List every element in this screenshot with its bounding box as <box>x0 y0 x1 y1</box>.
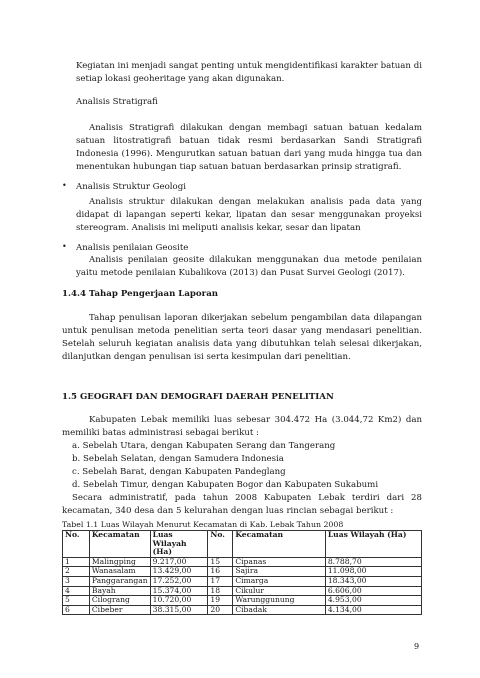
cell: 5 <box>63 596 90 606</box>
cell: Bayah <box>89 586 150 596</box>
cell: 4.134,00 <box>325 605 421 615</box>
struktur-heading: Analisis Struktur Geologi <box>76 182 186 192</box>
intro-line-1: Kegiatan ini menjadi sangat penting untuk mengidentifikasi karakter batuan di <box>76 61 422 71</box>
geosite-line-1: Analisis penilaian geosite dilakukan menggunakan dua metode penilaian <box>89 255 422 265</box>
table-row <box>63 576 422 586</box>
cell: 17.252,00 <box>150 576 208 586</box>
section-1-5-para-line-2: memiliki batas administrasi sebagai berikut : <box>62 428 259 438</box>
stratigrafi-heading: Analisis Stratigrafi <box>76 97 158 107</box>
table-caption: Tabel 1.1 Luas Wilayah Menurut Kecamatan di Kab. Lebak Tahun 2008 <box>62 520 344 529</box>
header-no: No. <box>63 531 90 558</box>
cell: 15 <box>208 557 233 567</box>
cell: 9.217,00 <box>150 557 208 567</box>
cell: 6.606,00 <box>325 586 421 596</box>
cell: Malingping <box>89 557 150 567</box>
section-1-5-para-line-1: Kabupaten Lebak memiliki luas sebesar 304.472 Ha (3.044,72 Km2) dan <box>89 415 422 425</box>
cell: 19 <box>208 596 233 606</box>
cell: Wanasalam <box>89 567 150 577</box>
cell: Cikulur <box>233 586 326 596</box>
admin-line-2: kecamatan, 340 desa dan 5 kelurahan dengan luas rincian sebagai berikut : <box>62 506 394 516</box>
stratigrafi-line-3: Indonesia (1996). Mengurutkan satuan batuan dari yang muda hingga tua dan <box>76 149 422 159</box>
header-kecamatan: Kecamatan <box>233 531 326 558</box>
cell: Sajira <box>233 567 326 577</box>
struktur-bullet: • <box>62 181 67 190</box>
cell: Cipanas <box>233 557 326 567</box>
struktur-line-3: stereogram. Analisis ini meliputi analisis kekar, sesar dan lipatan <box>76 223 361 233</box>
cell: 16 <box>208 567 233 577</box>
cell: Cilograng <box>89 596 150 606</box>
table-row <box>63 605 422 615</box>
admin-line-1: Secara administratif, pada tahun 2008 Kabupaten Lebak terdiri dari 28 <box>72 493 422 503</box>
boundary-item: a. Sebelah Utara, dengan Kabupaten Serang dan Tangerang <box>72 441 336 451</box>
intro-line-2: setiap lokasi geoheritage yang akan digunakan. <box>76 74 285 84</box>
cell: Panggarangan <box>89 576 150 586</box>
table-row <box>63 596 422 606</box>
cell: 3 <box>63 576 90 586</box>
stratigrafi-line-4: menentukan hubungan tiap satuan batuan berdasarkan prinsip stratigrafi. <box>76 162 402 172</box>
section-1-4-4-line-2: untuk penulisan metoda penelitian serta teori dasar yang mendasari penelitian. <box>62 326 422 336</box>
cell: Cibadak <box>233 605 326 615</box>
cell: 10.720,00 <box>150 596 208 606</box>
cell: Warunggunung <box>233 596 326 606</box>
section-1-4-4-line-4: dilanjutkan dengan penulisan isi serta kesimpulan dari penelitian. <box>62 352 351 362</box>
cell: 6 <box>63 605 90 615</box>
stratigrafi-line-1: Analisis Stratigrafi dilakukan dengan membagi satuan batuan kedalam <box>89 123 422 133</box>
cell: 13.429,00 <box>150 567 208 577</box>
cell: 20 <box>208 605 233 615</box>
header-luas: Luas Wilayah (Ha) <box>150 531 208 558</box>
cell: 1 <box>63 557 90 567</box>
section-1-4-4-line-1: Tahap penulisan laporan dikerjakan sebelum pengambilan data dilapangan <box>89 313 422 323</box>
cell: Cimarga <box>233 576 326 586</box>
cell: 4.953,00 <box>325 596 421 606</box>
struktur-line-2: didapat di lapangan seperti kekar, lipatan dan sesar menggunakan proyeksi <box>76 210 422 220</box>
area-table <box>62 530 422 615</box>
section-1-4-4-heading: 1.4.4 Tahap Pengerjaan Laporan <box>62 289 219 299</box>
geosite-heading: Analisis penilaian Geosite <box>76 243 189 253</box>
cell: 18.343,00 <box>325 576 421 586</box>
boundary-item: d. Sebelah Timur, dengan Kabupaten Bogor dan Kabupaten Sukabumi <box>72 480 379 490</box>
cell: 11.098,00 <box>325 567 421 577</box>
section-1-4-4-line-3: Setelah seluruh kegiatan analisis data yang dibutuhkan telah selesai dikerjakan, <box>62 339 422 349</box>
cell: 2 <box>63 567 90 577</box>
cell: 17 <box>208 576 233 586</box>
header-kecamatan: Kecamatan <box>89 531 150 558</box>
cell: 18 <box>208 586 233 596</box>
cell: 38.315,00 <box>150 605 208 615</box>
table-header-row <box>63 531 422 558</box>
boundary-item: b. Sebelah Selatan, dengan Samudera Indonesia <box>72 454 284 464</box>
header-luas: Luas Wilayah (Ha) <box>325 531 421 558</box>
cell: Cibeber <box>89 605 150 615</box>
page-number: 9 <box>414 642 420 651</box>
geosite-line-2: yaitu metode penilaian Kubalikova (2013) dan Pusat Survei Geologi (2017). <box>76 268 406 278</box>
section-1-5-heading: 1.5 GEOGRAFI DAN DEMOGRAFI DAERAH PENELITIAN <box>62 392 334 402</box>
cell: 15.374,00 <box>150 586 208 596</box>
cell: 8.788,70 <box>325 557 421 567</box>
header-no: No. <box>208 531 233 558</box>
geosite-bullet: • <box>62 242 67 251</box>
struktur-line-1: Analisis struktur dilakukan dengan melakukan analisis pada data yang <box>89 197 422 207</box>
boundary-item: c. Sebelah Barat, dengan Kabupaten Pandeglang <box>72 467 286 477</box>
cell: 4 <box>63 586 90 596</box>
stratigrafi-line-2: satuan litostratigrafi batuan tidak resmi berdasarkan Sandi Stratigrafi <box>76 136 422 146</box>
